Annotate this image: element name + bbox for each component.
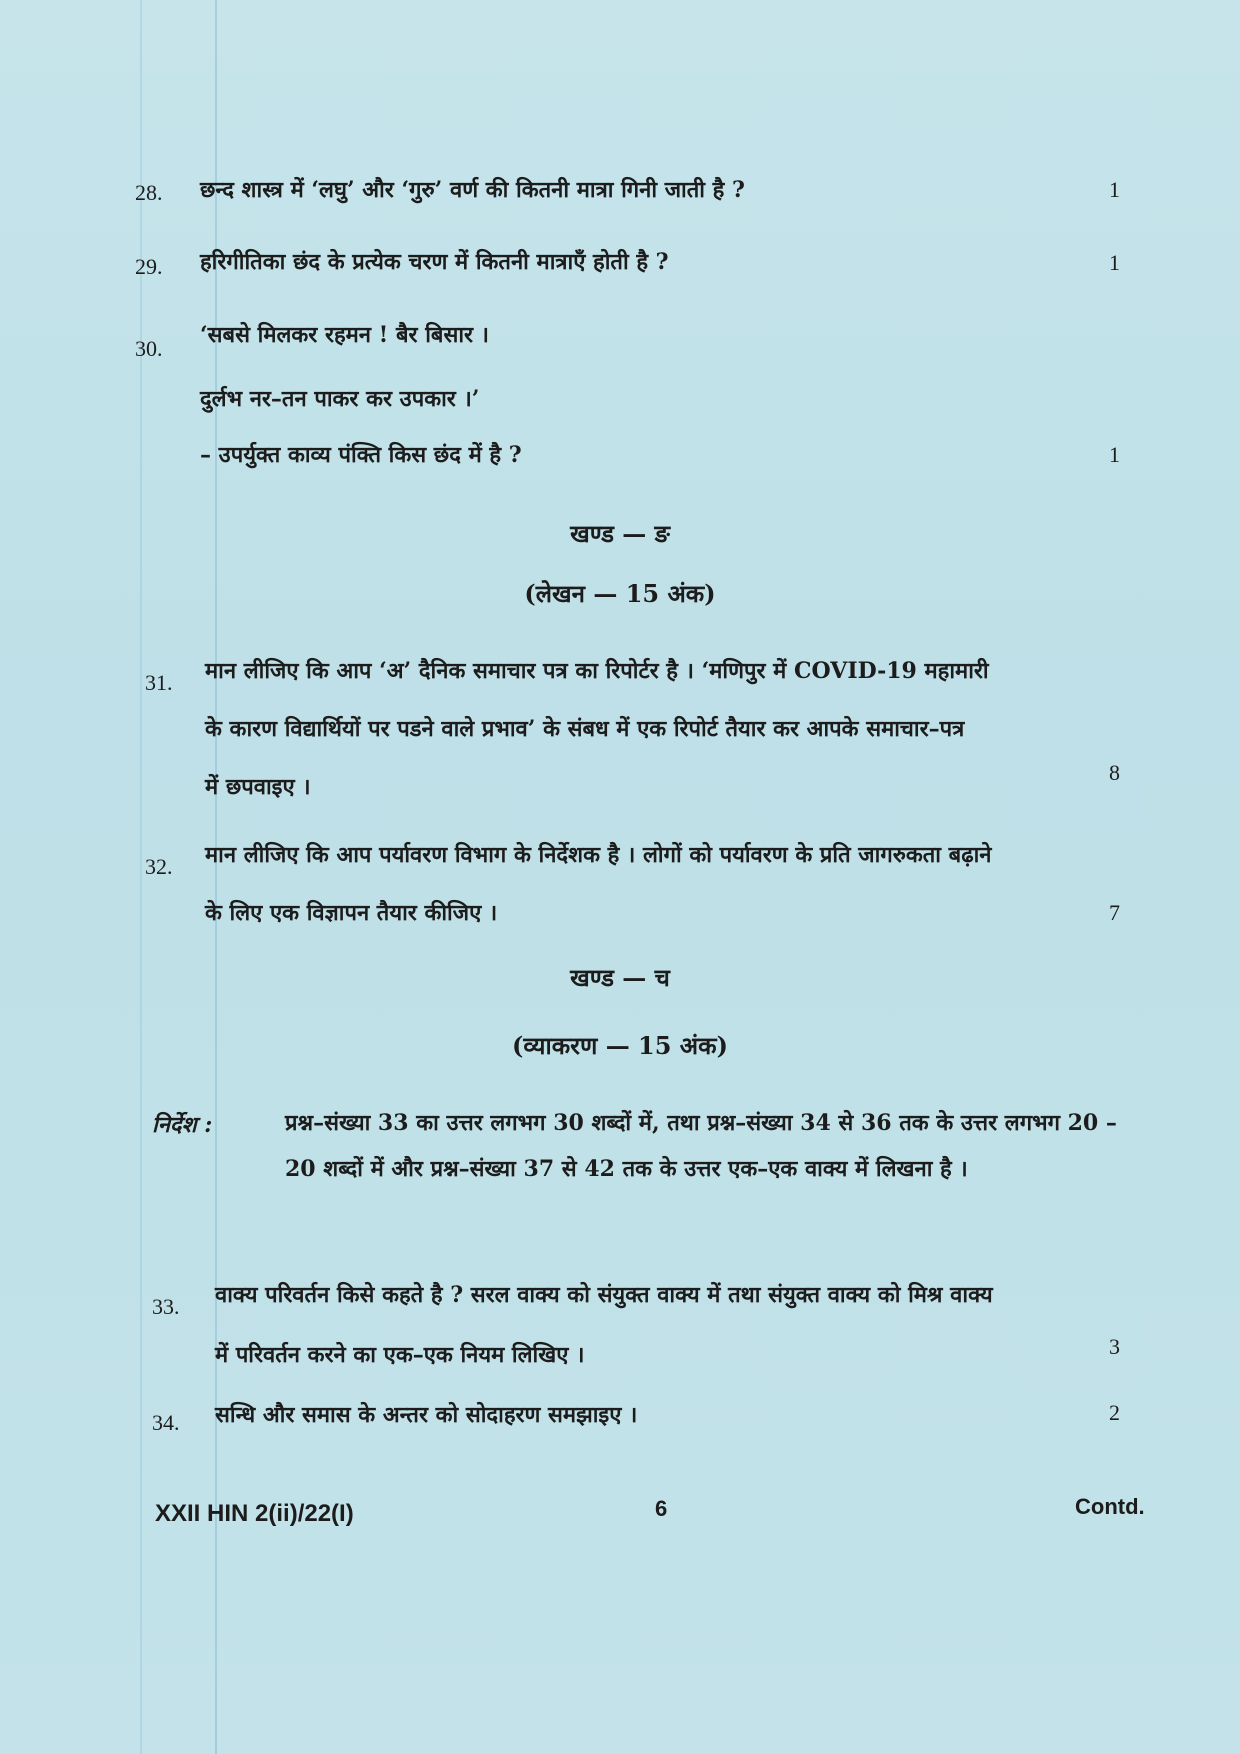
- question-number: 33.: [152, 1294, 180, 1319]
- question-text: मान लीजिए कि आप ‘अ’ दैनिक समाचार पत्र का रिपोर्टर है । ‘मणिपुर में COVID-19 महामारी: [205, 658, 989, 684]
- section-title: खण्ड — च: [570, 963, 670, 992]
- question-marks: 3: [1109, 1334, 1120, 1359]
- question-text: हरिगीतिका छंद के प्रत्येक चरण में कितनी मात्राएँ होती है ?: [200, 249, 669, 275]
- question-text: वाक्य परिवर्तन किसे कहते है ? सरल वाक्य को संयुक्त वाक्य में तथा संयुक्त वाक्य को मिश्र वाक्य: [215, 1282, 993, 1308]
- question-text: के लिए एक विज्ञापन तैयार कीजिए ।: [205, 900, 498, 926]
- question-text: – उपर्युक्त काव्य पंक्ति किस छंद में है ?: [200, 442, 522, 468]
- page-number: 6: [655, 1496, 668, 1521]
- question-number: 31.: [145, 670, 173, 695]
- question-number: 28.: [135, 180, 163, 205]
- question-text: मान लीजिए कि आप पर्यावरण विभाग के निर्देशक है । लोगों को पर्यावरण के प्रति जागरुकता बढ़ाने: [205, 842, 992, 868]
- question-text: सन्धि और समास के अन्तर को सोदाहरण समझाइए ।: [215, 1402, 638, 1428]
- paper-code: XXII HIN 2(ii)/22(I): [155, 1500, 354, 1527]
- question-number: 30.: [135, 336, 163, 361]
- question-marks: 8: [1109, 760, 1120, 785]
- section-title: खण्ड — ङ: [570, 519, 670, 548]
- instruction-label: निर्देश :: [152, 1112, 213, 1138]
- question-number: 32.: [145, 854, 173, 879]
- question-text: छन्द शास्त्र में ‘लघु’ और ‘गुरु’ वर्ण की कितनी मात्रा गिनी जाती है ?: [200, 177, 745, 203]
- question-text: में परिवर्तन करने का एक–एक नियम लिखिए ।: [215, 1342, 585, 1368]
- continued-label: Contd.: [1075, 1494, 1145, 1519]
- instruction-text: प्रश्न–संख्या 33 का उत्तर लगभग 30 शब्दों में, तथा प्रश्न–संख्या 34 से 36 तक के उत्तर लगभग 20 – 20 शब्दों में और प्रश्न–संख्या 37 से 42 तक के उत्तर एक–एक वाक्य में लिखना है ।: [285, 1110, 1117, 1182]
- question-number: 29.: [135, 254, 163, 279]
- question-marks: 2: [1109, 1400, 1120, 1425]
- question-marks: 1: [1109, 177, 1120, 202]
- question-text: दुर्लभ नर–तन पाकर कर उपकार ।’: [200, 386, 480, 412]
- question-marks: 7: [1109, 900, 1120, 925]
- section-subtitle: (व्याकरण — 15 अंक): [512, 1031, 728, 1060]
- question-text: के कारण विद्यार्थियों पर पडने वाले प्रभाव’ के संबध में एक रिपोर्ट तैयार कर आपके समाचार–पत्र: [205, 716, 965, 742]
- question-marks: 1: [1109, 250, 1120, 275]
- question-marks: 1: [1109, 442, 1120, 467]
- section-subtitle: (लेखन — 15 अंक): [524, 579, 716, 608]
- question-text: ‘सबसे मिलकर रहमन ! बैर बिसार ।: [200, 322, 490, 348]
- question-text: में छपवाइए ।: [205, 774, 311, 800]
- question-number: 34.: [152, 1410, 180, 1435]
